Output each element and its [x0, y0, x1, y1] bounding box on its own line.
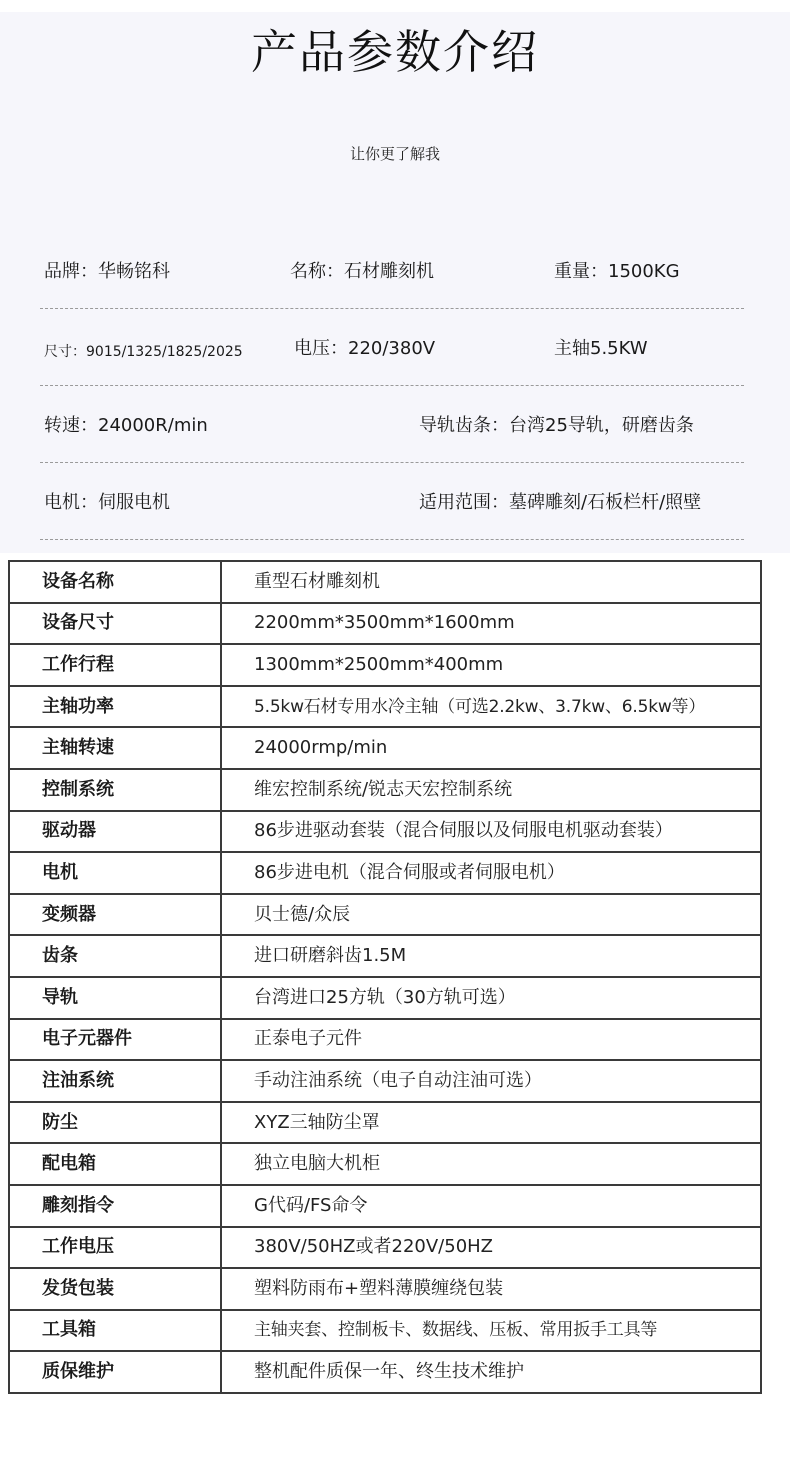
param-value: 塑料防雨布+塑料薄膜缠绕包装: [221, 1268, 761, 1310]
page-subtitle: 让你更了解我: [349, 145, 440, 163]
param-label: 发货包装: [9, 1268, 221, 1310]
param-value: 独立电脑大机柜: [221, 1143, 761, 1185]
spec-scope: 适用范围：墓碑雕刻/石板栏杆/照壁: [419, 492, 702, 513]
table-row: [9, 1185, 761, 1227]
param-label: 设备名称: [9, 561, 221, 603]
param-value: 24000rmp/min: [221, 727, 761, 769]
spec-motor: 电机：伺服电机: [44, 492, 170, 513]
param-label: 注油系统: [9, 1060, 221, 1102]
spec-row-4: [40, 463, 744, 540]
spec-rail: 导轨齿条：台湾25导轨，研磨齿条: [419, 415, 694, 436]
param-value: 重型石材雕刻机: [221, 561, 761, 603]
table-row: [9, 1060, 761, 1102]
spec-name: 名称：石材雕刻机: [290, 261, 434, 282]
param-label: 齿条: [9, 935, 221, 977]
page-title: 产品参数介绍: [251, 25, 539, 79]
param-value: G代码/FS命令: [221, 1185, 761, 1227]
param-label: 导轨: [9, 977, 221, 1019]
param-value: 贝士德/众辰: [221, 894, 761, 936]
parameter-table: [8, 560, 762, 1394]
param-label: 工具箱: [9, 1310, 221, 1352]
param-value: 维宏控制系统/锐志天宏控制系统: [221, 769, 761, 811]
spec-weight: 重量：1500KG: [554, 261, 680, 282]
table-row: [9, 561, 761, 603]
table-row: [9, 894, 761, 936]
table-row: [9, 769, 761, 811]
parameter-table-body: [9, 561, 761, 1393]
param-label: 电机: [9, 852, 221, 894]
spec-row-2: [40, 309, 744, 386]
table-row: [9, 1310, 761, 1352]
dashed-divider: [40, 539, 744, 540]
param-label: 主轴转速: [9, 727, 221, 769]
param-label: 质保维护: [9, 1351, 221, 1393]
table-row: [9, 935, 761, 977]
param-label: 电子元器件: [9, 1019, 221, 1061]
param-value: 手动注油系统（电子自动注油可选）: [221, 1060, 761, 1102]
param-label: 控制系统: [9, 769, 221, 811]
param-value: 台湾进口25方轨（30方轨可选）: [221, 977, 761, 1019]
spec-voltage: 电压：220/380V: [294, 338, 436, 359]
param-value: 整机配件质保一年、终生技术维护: [221, 1351, 761, 1393]
param-label: 雕刻指令: [9, 1185, 221, 1227]
spec-brand: 品牌：华畅铭科: [44, 261, 170, 282]
table-row: [9, 1143, 761, 1185]
table-row: [9, 603, 761, 645]
param-label: 设备尺寸: [9, 603, 221, 645]
table-row: [9, 1102, 761, 1144]
param-label: 配电箱: [9, 1143, 221, 1185]
param-label: 工作电压: [9, 1227, 221, 1269]
spec-size: 尺寸：9015/1325/1825/2025: [44, 344, 243, 360]
spec-row-1: [40, 232, 744, 309]
table-row: [9, 1268, 761, 1310]
param-label: 主轴功率: [9, 686, 221, 728]
param-value: 进口研磨斜齿1.5M: [221, 935, 761, 977]
param-value: 正泰电子元件: [221, 1019, 761, 1061]
param-label: 变频器: [9, 894, 221, 936]
table-row: [9, 644, 761, 686]
param-value: 5.5kw石材专用水冷主轴（可选2.2kw、3.7kw、6.5kw等）: [221, 686, 761, 728]
table-row: [9, 1019, 761, 1061]
param-label: 驱动器: [9, 811, 221, 853]
param-value: 2200mm*3500mm*1600mm: [221, 603, 761, 645]
param-value: 86步进驱动套装（混合伺服以及伺服电机驱动套装）: [221, 811, 761, 853]
param-value: 1300mm*2500mm*400mm: [221, 644, 761, 686]
table-row: [9, 1351, 761, 1393]
param-value: 380V/50HZ或者220V/50HZ: [221, 1227, 761, 1269]
table-row: [9, 852, 761, 894]
spec-speed: 转速：24000R/min: [44, 415, 208, 436]
param-value: XYZ三轴防尘罩: [221, 1102, 761, 1144]
param-value: 主轴夹套、控制板卡、数据线、压板、常用扳手工具等: [221, 1310, 761, 1352]
param-value: 86步进电机（混合伺服或者伺服电机）: [221, 852, 761, 894]
spec-spindle: 主轴5.5KW: [554, 338, 648, 359]
table-row: [9, 727, 761, 769]
spec-row-3: [40, 386, 744, 463]
param-label: 工作行程: [9, 644, 221, 686]
table-row: [9, 1227, 761, 1269]
table-row: [9, 977, 761, 1019]
param-label: 防尘: [9, 1102, 221, 1144]
table-row: [9, 811, 761, 853]
table-row: [9, 686, 761, 728]
